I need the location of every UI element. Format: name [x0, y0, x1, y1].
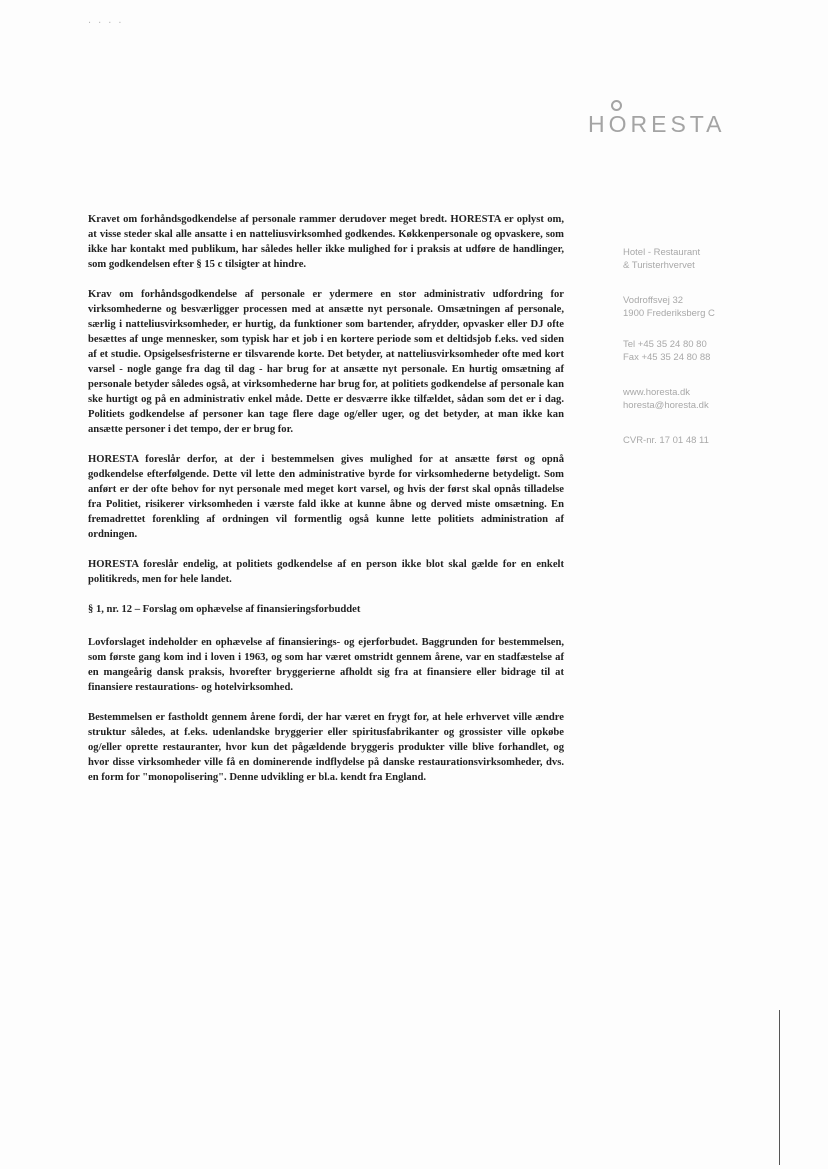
paragraph-3: HORESTA foreslår derfor, at der i bestemmelsen gives mulighed for at ansætte først og opnå godkendelse efterfølgende. Dette vil lette den administrative byrde for virksomhederne betydeligt. Som anført er der ofte behov for nyt personale med meget kort varsel, og hvis der først skal opnås tilladelse fra Politiet, risikerer virksomheden i værste fald ikke at kunne åbne og derved miste omsætning. En fremadrettet forenkling af ordningen vil formentlig også kunne lette politiets administration af ordningen. [88, 454, 564, 540]
web-block [623, 386, 753, 412]
address-line-2: 1900 Frederiksberg C [623, 308, 715, 319]
paragraph-5: Lovforslaget indeholder en ophævelse af finansierings- og ejerforbudet. Baggrunden for bestemmelsen, som første gang kom ind i loven i 1963, og som har været omstridt gennem årene, var en stadfæstelse af en mangeårig dansk praksis, hvorefter bryggerierne afholdt sig fra at finansiere eller bidrage til at finansiere restaurations- og hotelvirksomhed. [88, 637, 564, 693]
address-line-1: Vodroffsvej 32 [623, 295, 684, 306]
page-corner-mark: . . . . [88, 14, 124, 26]
website-link[interactable]: www.horesta.dk [623, 387, 691, 398]
telephone: Tel +45 35 24 80 80 [623, 339, 707, 350]
cvr-block [623, 434, 753, 447]
paragraph-2: Krav om forhåndsgodkendelse af personale er ydermere en stor administrativ udfordring for virksomhederne og besværligger processen med at ansætte nyt personale. Omsætningen af personale, særlig i natteliusvirksomheder, er hurtig, da funktioner som bartender, afrydder, opvasker eller DJ ofte besættes af unge mennesker, som typisk har et job i en kortere periode som et deltidsjob f.eks. ved siden af et studie. Opsigelsesfristerne er tilsvarende korte. Det betyder, at natteliusvirksomheder ofte med kort varsel - nogle gange fra dag til dag - har brug for at ansætte nyt personale. En hurtig omsætning af personale betyder således også, at virksomhederne har brug for, at politiets godkendelse af personale kan ske hurtigt og på en administrativ enkel måde. Dette er desværre ikke tilfældet, sådan som det er i dag. Politiets godkendelse af personer kan tage flere dage og/eller uger, og det betyder, at man ikke kan ansætte personer i det tempo, der er brug for. [88, 289, 564, 435]
logo-ring-icon [611, 100, 622, 111]
section-heading: § 1, nr. 12 – Forslag om ophævelse af finansieringsforbuddet [88, 604, 361, 615]
letterhead-sidebar [623, 246, 753, 469]
letter-body [88, 212, 564, 800]
fax: Fax +45 35 24 80 88 [623, 352, 711, 363]
cvr-number: CVR-nr. 17 01 48 11 [623, 435, 709, 446]
org-line-2: & Turisterhvervet [623, 260, 695, 271]
org-line-1: Hotel - Restaurant [623, 247, 701, 258]
logo-text: HORESTA [588, 111, 726, 137]
paragraph-4: HORESTA foreslår endelig, at politiets godkendelse af en person ikke blot skal gælde for en enkelt politikreds, men for hele landet. [88, 559, 564, 585]
org-name-block [623, 246, 753, 272]
phone-block [623, 338, 753, 364]
horesta-logo [588, 100, 728, 142]
scan-edge-line [779, 1010, 780, 1165]
email-link[interactable]: horesta@horesta.dk [623, 400, 709, 411]
paragraph-6: Bestemmelsen er fastholdt gennem årene fordi, der har været en frygt for, at hele erhvervet ville ændre struktur således, at f.eks. udenlandske bryggerier eller spiritusfabrikanter og grossister ville opkøbe og/eller oprette restauranter, hvor kun det pågældende bryggeris produkter ville blive forhandlet, og hvor disse virksomheder ville få en dominerende indflydelse på danske restaurationsvirksomheder, dvs. en form for "monopolisering". Denne udvikling er bl.a. kendt fra England. [88, 712, 564, 783]
paragraph-1: Kravet om forhåndsgodkendelse af personale rammer derudover meget bredt. HORESTA er oplyst om, at visse steder skal alle ansatte i en natteliusvirksomhed godkendes. Køkkenpersonale og opvaskere, som ikke har kontakt med publikum, har således heller ikke mulighed for i praksis at udføre de handlinger, som godkendelsen efter § 15 c tilsigter at hindre. [88, 214, 564, 270]
address-block [623, 294, 753, 320]
